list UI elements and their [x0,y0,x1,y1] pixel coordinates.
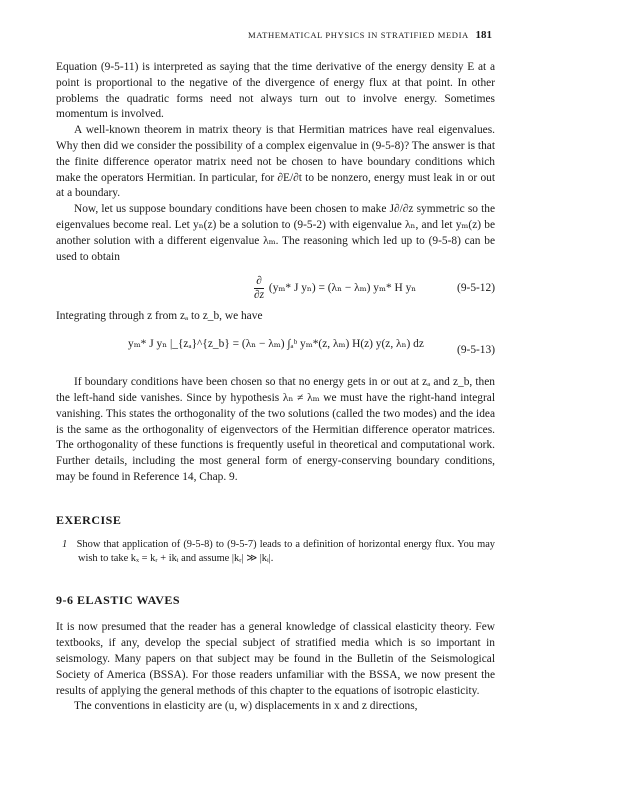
section-heading: 9-6 ELASTIC WAVES [56,592,181,607]
exercise-item-number: 1 [62,538,68,550]
paragraph-orthogonality: If boundary conditions have been chosen so that no energy gets in or out at zₐ and z_b, then the left-hand side vanishes. Since by hypothesis λₙ ≠ λₘ we must have the right-hand integral vanishing. This states the orthogonality of the two solutions (called the two modes) and the idea is the same as the orthogonality of eigenvectors of the Hermitian difference operator matrices. The orthogonality of these functions is frequently useful in theoretical and computational work. Further details, including the most general form of energy-conserving boundary conditions, may be found in Reference 14, Chap. 9. [56,376,495,483]
equation-9-5-13-body: yₘ* J yₙ |_{zₐ}^{z_b} = (λₙ − λₘ) ∫ₐᵇ yₘ*(z, λₘ) H(z) y(z, λₙ) dz [128,338,424,351]
exercise-heading: EXERCISE [56,512,122,527]
equation-9-5-12-formula [254,275,416,302]
paragraph-boundary-conditions: Now, let us suppose boundary conditions have been chosen to make J∂/∂z symmetric so the eigenvalues become real. Let yₙ(z) be a solution to (9-5-2) with eigenvalue λₙ, and let yₘ(z) be another solution with a different eigenvalue λₘ. The reasoning which led up to (9-5-8) can be used to obtain [56,203,495,263]
page-number: 181 [475,29,492,41]
exercise-item-text: Show that application of (9-5-8) to (9-5-7) leads to a definition of horizontal energy flux. You may wish to take kₓ = kᵣ + ikᵢ and assume |kᵣ| ≫ |kᵢ|. [76,538,496,564]
paragraph-elasticity-conventions: The conventions in elasticity are (u, w) displacements in x and z directions, [74,700,418,713]
running-head-title: MATHEMATICAL PHYSICS IN STRATIFIED MEDIA [248,30,469,40]
equation-9-5-12 [56,265,495,309]
paragraph-elasticity-intro: It is now presumed that the reader has a general knowledge of classical elasticity theory. Few textbooks, if any, develop the special subject of stratified media which is so important in seismology. Many papers on that subject may be found in the Bulletin of the Seismological Society of America (BSSA). For those readers unfamiliar with the BSSA, we now present the results of applying the general methods of this chapter to the equations of isotropic elasticity. [56,621,495,697]
paragraph-integrating: Integrating through z from zₐ to z_b, we have [56,310,263,323]
equation-9-5-13-number: (9-5-13) [457,344,495,357]
partial-fraction [254,275,264,302]
body-text [56,60,495,715]
fraction-numerator: ∂ [256,275,262,288]
equation-9-5-13 [56,325,495,375]
equation-9-5-12-body: (yₘ* J yₙ) = (λₙ − λₘ) yₘ* H yₙ [268,282,417,295]
paragraph-energy-derivative: Equation (9-5-11) is interpreted as saying that the time derivative of the energy density E at a point is proportional to the negative of the divergence of energy flux at that point. In other problems the quadratic forms need not always turn out to involve energy. Sometimes momentum is involved. [56,61,495,121]
paragraph-hermitian: A well-known theorem in matrix theory is that Hermitian matrices have real eigenvalues. Why then did we consider the possibility of a complex eigenvalue in (9-5-8)? The answer is that the finite difference operator matrix need not be chosen to have boundary conditions which make the operators Hermitian. In particular, for ∂E/∂t to be nonzero, energy must leak in or out at a boundary. [56,124,495,200]
fraction-denominator: ∂z [254,289,265,302]
exercise-item [56,538,495,566]
running-head [248,30,492,40]
equation-9-5-12-number: (9-5-12) [457,282,495,295]
